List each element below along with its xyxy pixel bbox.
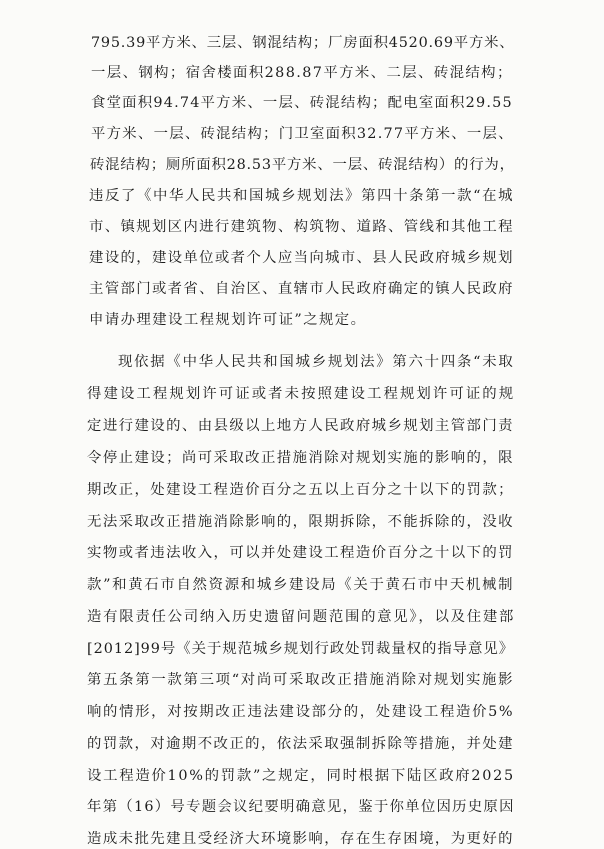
text-line-6: 违反了《中华人民共和国城乡规划法》第四十条第一款“在城 xyxy=(89,188,515,204)
text-line-5: 砖混结构；厕所面积28.53平方米、一层、砖混结构）的行为， xyxy=(90,157,515,173)
text-line-14: 令停止建设；尚可采取改正措施消除对规划实施的影响的，限 xyxy=(87,450,514,466)
text-line-17: 实物或者违法收入，可以并处建设工程造价百分之十以下的罚 xyxy=(87,545,514,561)
text-line-8: 建设的，建设单位或者个人应当向城市、县人民政府城乡规划 xyxy=(89,250,514,266)
text-line-19: 造有限责任公司纳入历史遗留问题范围的意见》，以及住建部 xyxy=(87,609,516,625)
text-line-2: 一层、钢构；宿舍楼面积288.87平方米、二层、砖混结构； xyxy=(91,65,513,81)
text-line-23: 的罚款，对逾期不改正的，依法采取强制拆除等措施，并处建 xyxy=(87,736,514,752)
text-line-20: [2012]99号《关于规范城乡规划行政处罚裁量权的指导意见》 xyxy=(87,641,515,657)
text-line-16: 无法采取改正措施消除影响的，限期拆除，不能拆除的，没收 xyxy=(87,514,514,530)
text-line-4: 平方米、一层、砖混结构；门卫室面积32.77平方米、一层、 xyxy=(91,126,514,142)
text-line-10: 申请办理建设工程规划许可证”之规定。 xyxy=(89,312,367,328)
text-line-12: 得建设工程规划许可证或者未按照建设工程规划许可证的规 xyxy=(87,386,516,402)
text-line-3: 食堂面积94.74平方米、一层、砖混结构；配电室面积29.55 xyxy=(91,95,513,111)
text-line-26: 造成未批先建且受经济大环境影响，存在生存困境，为更好的 xyxy=(87,831,514,847)
text-line-22: 响的情形，对按期改正违法建设部分的，处建设工程造价5% xyxy=(87,704,515,720)
text-line-18: 款”和黄石市自然资源和城乡建设局《关于黄石市中天机械制 xyxy=(87,577,515,593)
text-line-1: 795.39平方米、三层、钢混结构；厂房面积4520.69平方米、 xyxy=(91,35,515,51)
text-line-24: 设工程造价10%的罚款”之规定，同时根据下陆区政府2025 xyxy=(87,768,515,784)
text-line-21: 第五条第一款第三项“对尚可采取改正措施消除对规划实施影 xyxy=(87,672,515,688)
text-line-25: 年第（16）号专题会议纪要明确意见，鉴于你单位因历史原因 xyxy=(87,799,515,815)
text-line-9: 主管部门或者省、自治区、直辖市人民政府确定的镇人民政府 xyxy=(89,281,514,297)
text-line-11: 现依据《中华人民共和国城乡规划法》第六十四条“未取 xyxy=(118,354,515,370)
text-line-15: 期改正，处建设工程造价百分之五以上百分之十以下的罚款； xyxy=(87,482,514,498)
text-line-13: 定进行建设的、由县级以上地方人民政府城乡规划主管部门责 xyxy=(87,418,514,434)
text-line-7: 市、镇规划区内进行建筑物、构筑物、道路、管线和其他工程 xyxy=(89,219,514,235)
